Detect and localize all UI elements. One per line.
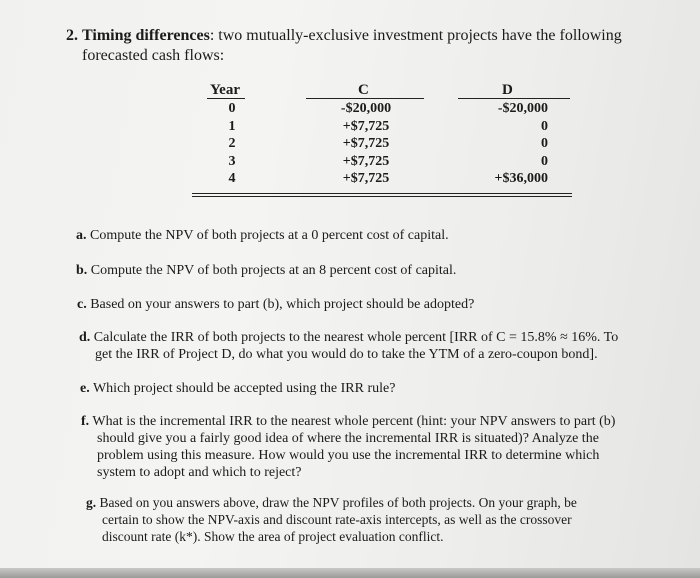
- table-bottom-rule-1: [192, 193, 572, 194]
- table-cell: +$7,725: [342, 136, 390, 151]
- question-text: should give you a fairly good idea of where the incremental IRR is situated)? Analyze the: [97, 431, 599, 446]
- question-e: [80, 380, 640, 397]
- header-project-c: C: [358, 82, 369, 98]
- question-text: Compute the NPV of both projects at a 0 percent cost of capital.: [90, 228, 449, 243]
- table-cell: +$7,725: [342, 153, 390, 169]
- question-text: Based on your answers to part (b), which project should be adopted?: [90, 297, 475, 312]
- table-bottom-rule-2: [192, 196, 572, 197]
- table-cell: 0: [541, 153, 548, 169]
- question-label: e.: [80, 381, 90, 396]
- question-g: [86, 494, 676, 545]
- question-label: b.: [76, 263, 88, 278]
- table-cell: 2: [228, 136, 236, 151]
- table-cell: 0: [228, 101, 236, 116]
- column-project-c: [316, 100, 416, 188]
- table-cell: 4: [228, 171, 236, 186]
- table-cell: +$36,000: [494, 171, 548, 186]
- question-text: Based on you answers above, draw the NPV profiles of both projects. On your graph, be: [99, 495, 577, 510]
- question-c: [77, 296, 637, 313]
- table-cell: +$7,725: [342, 171, 390, 186]
- question-f: [81, 413, 681, 481]
- problem-intro-line-1: : two mutually-exclusive investment projects have the following: [209, 27, 622, 44]
- question-b: [76, 262, 636, 279]
- table-cell: 0: [541, 136, 548, 151]
- question-label: g.: [86, 495, 97, 510]
- question-label: d.: [79, 330, 91, 345]
- page-bottom-shadow: [0, 568, 700, 578]
- question-text: get the IRR of Project D, do what you would do to take the YTM of a zero-coupon bond].: [95, 347, 598, 362]
- header-rule-year: [207, 98, 245, 99]
- problem-number: 2.: [66, 27, 78, 44]
- question-text: discount rate (k*). Show the area of project evaluation conflict.: [102, 529, 444, 544]
- question-text: Compute the NPV of both projects at an 8 percent cost of capital.: [90, 263, 457, 278]
- question-label: a.: [76, 228, 87, 243]
- table-cell: +$7,725: [342, 118, 390, 134]
- question-text: problem using this measure. How would you use the incremental IRR to determine which: [97, 448, 600, 463]
- question-text: Which project should be accepted using the IRR rule?: [92, 381, 396, 396]
- table-cell: 3: [228, 153, 236, 169]
- header-rule-c: [306, 98, 424, 99]
- question-text: Calculate the IRR of both projects to the nearest whole percent [IRR of C = 15.8% ≈ 16%. To: [93, 330, 619, 345]
- problem-intro-line-2: forecasted cash flows:: [82, 47, 225, 64]
- header-rule-d: [458, 98, 570, 99]
- table-cell: 0: [541, 118, 548, 134]
- table-cell: -$20,000: [340, 101, 392, 116]
- column-year: [222, 100, 242, 188]
- question-label: c.: [77, 297, 87, 312]
- question-a: [76, 227, 636, 244]
- question-label: f.: [81, 414, 90, 429]
- table-cell: -$20,000: [497, 101, 548, 116]
- problem-topic: Timing differences: [82, 27, 210, 44]
- header-project-d: D: [502, 82, 513, 98]
- question-d: [79, 329, 679, 363]
- table-cell: 1: [228, 118, 236, 134]
- question-text: What is the incremental IRR to the nearest whole percent (hint: your NPV answers to part (b): [92, 414, 616, 429]
- question-text: system to adopt and which to reject?: [97, 465, 302, 480]
- question-text: certain to show the NPV-axis and discount rate-axis intercepts, as well as the crossover: [102, 512, 572, 527]
- header-year: Year: [210, 82, 240, 98]
- problem-heading: [66, 26, 626, 66]
- column-project-d: [468, 100, 548, 188]
